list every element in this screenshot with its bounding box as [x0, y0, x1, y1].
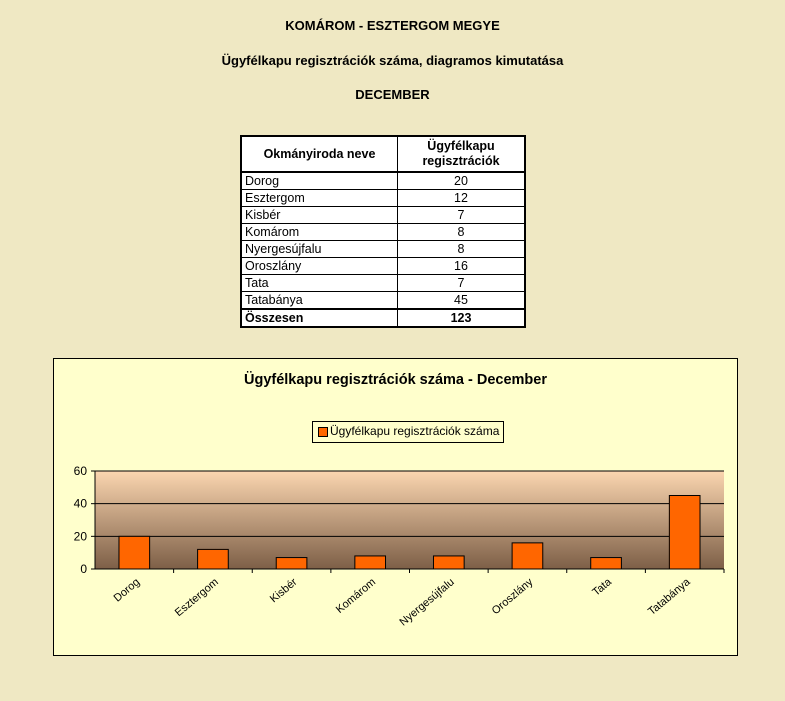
- legend-label: Ügyfélkapu regisztrációk száma: [330, 424, 500, 438]
- table-row: [241, 172, 525, 190]
- table-row: [241, 190, 525, 207]
- table-row: [241, 275, 525, 292]
- x-tick-label: Nyergesújfalu: [397, 576, 457, 629]
- plot-background: [95, 471, 724, 569]
- month-label: DECEMBER: [355, 87, 430, 102]
- chart-title: Ügyfélkapu regisztrációk száma - December: [243, 372, 547, 388]
- x-tick-label: Kisbér: [267, 576, 300, 606]
- office-name-cell: Tata: [241, 275, 398, 292]
- total-value: 123: [398, 309, 526, 327]
- registration-count-cell: 16: [398, 258, 526, 275]
- x-tick-label: Tatabánya: [646, 576, 693, 618]
- table-row: [241, 224, 525, 241]
- y-tick-label: 20: [73, 529, 87, 544]
- registration-count-cell: 8: [398, 241, 526, 258]
- bar: [591, 558, 622, 569]
- office-name-cell: Komárom: [241, 224, 398, 241]
- bar: [669, 496, 700, 570]
- chart-area: [53, 358, 738, 656]
- bar: [119, 536, 150, 569]
- office-name-cell: Nyergesújfalu: [241, 241, 398, 258]
- table-row: [241, 258, 525, 275]
- total-label: Összesen: [241, 309, 398, 327]
- office-name-cell: Tatabánya: [241, 292, 398, 310]
- table-row: [241, 292, 525, 310]
- col-header-line2: regisztrációk: [422, 154, 500, 168]
- y-tick-label: 0: [80, 562, 87, 576]
- registrations-table: [240, 135, 526, 328]
- y-tick-label: 60: [73, 464, 87, 478]
- registration-count-cell: 8: [398, 224, 526, 241]
- bar: [276, 558, 307, 569]
- bar: [355, 556, 386, 569]
- col-header-registrations: [398, 136, 526, 172]
- office-name-cell: Dorog: [241, 172, 398, 190]
- office-name-cell: Esztergom: [241, 190, 398, 207]
- table-row: [241, 241, 525, 258]
- table-row: [241, 207, 525, 224]
- total-row: [241, 309, 525, 327]
- y-tick-label: 40: [73, 496, 87, 511]
- page-title: KOMÁROM - ESZTERGOM MEGYE: [285, 18, 500, 33]
- registration-count-cell: 7: [398, 275, 526, 292]
- office-name-cell: Oroszlány: [241, 258, 398, 275]
- registration-count-cell: 20: [398, 172, 526, 190]
- x-tick-label: Oroszlány: [489, 576, 536, 618]
- bar-chart: [54, 359, 737, 655]
- page-subtitle: Ügyfélkapu regisztrációk száma, diagramos kimutatása: [221, 53, 564, 68]
- bar: [198, 549, 229, 569]
- registration-count-cell: 12: [398, 190, 526, 207]
- bar: [433, 556, 464, 569]
- x-tick-label: Komárom: [333, 576, 379, 616]
- col-header-line1: Ügyfélkapu: [427, 139, 495, 153]
- registration-count-cell: 45: [398, 292, 526, 310]
- col-header-office: Okmányiroda neve: [241, 136, 398, 172]
- office-name-cell: Kisbér: [241, 207, 398, 224]
- x-tick-label: Dorog: [111, 576, 143, 605]
- registration-count-cell: 7: [398, 207, 526, 224]
- bar: [512, 543, 543, 569]
- x-tick-label: Tata: [590, 576, 614, 599]
- x-tick-label: Esztergom: [172, 576, 221, 620]
